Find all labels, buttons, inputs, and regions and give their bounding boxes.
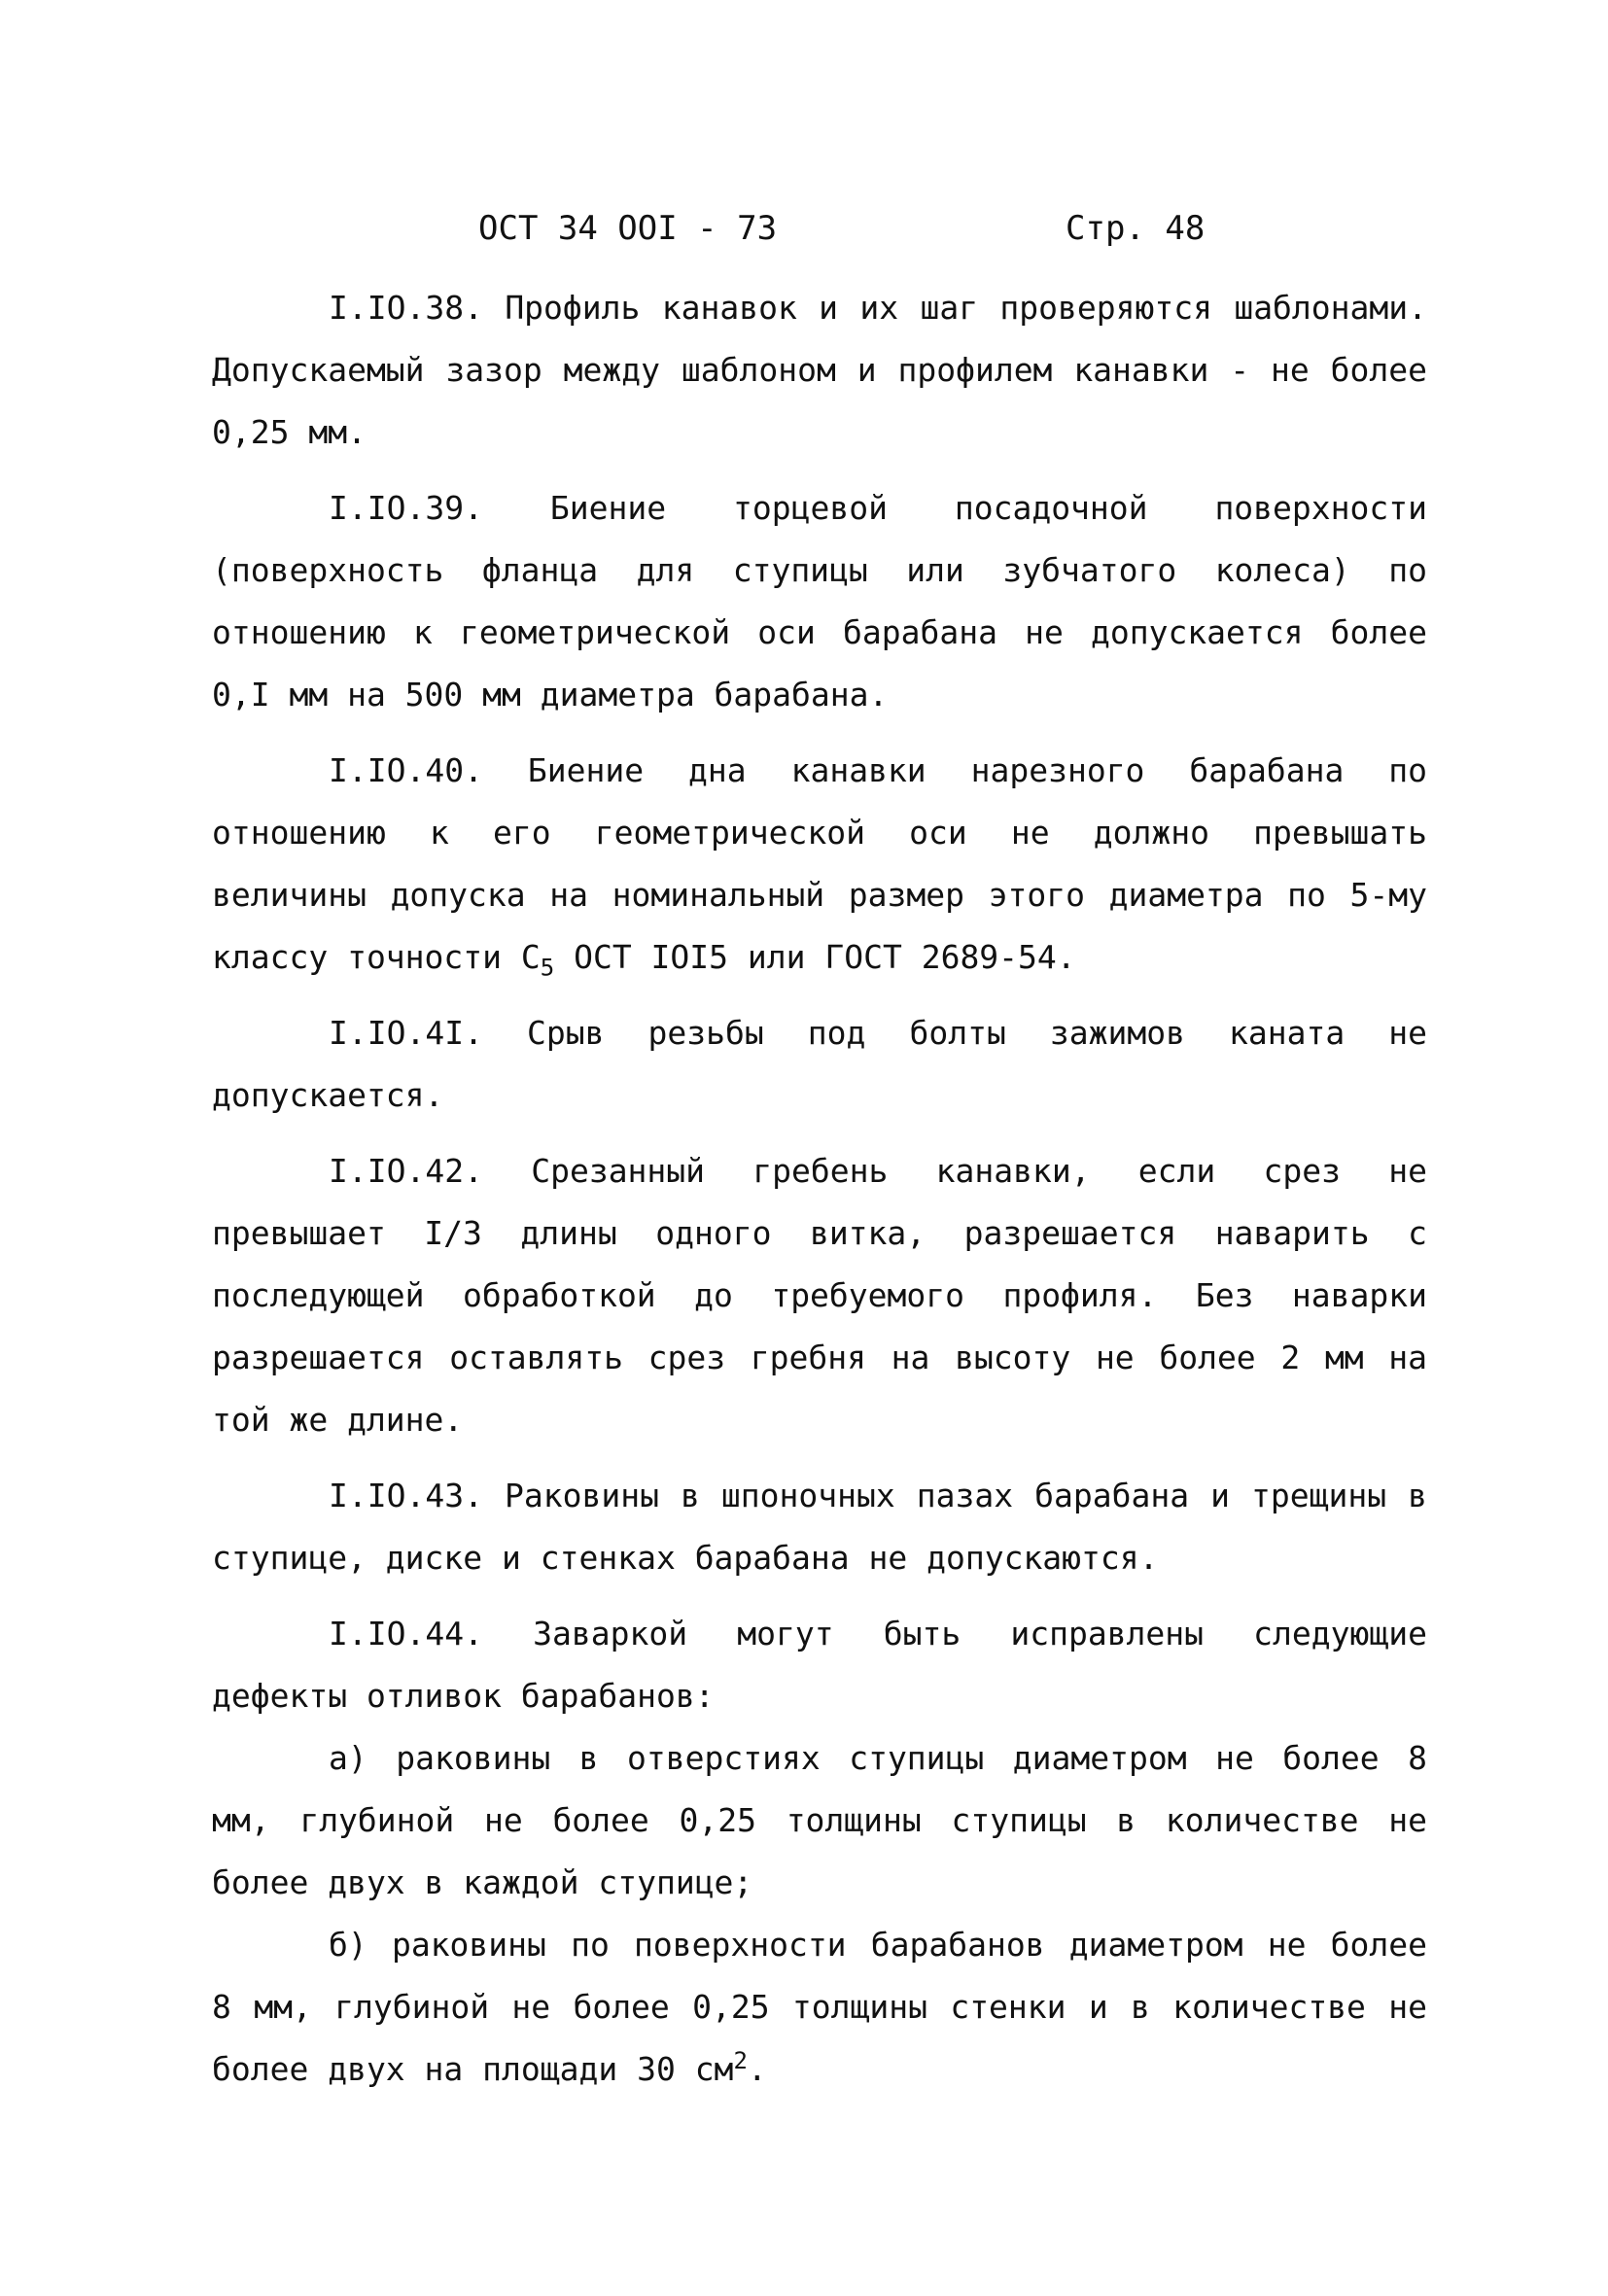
item-text-tail: . [747, 2050, 767, 2088]
paragraph-number: I.IO.43. [329, 1477, 483, 1514]
document-code: ОСТ 34 ООI - 73 [478, 209, 778, 248]
paragraph-1-10-44 [212, 1603, 1427, 1727]
paragraph-number: I.IO.42. [329, 1152, 483, 1190]
paragraph-number: I.IO.4I. [329, 1014, 483, 1052]
paragraph-text: Профиль канавок и их шаг проверяются шаблонами. Допускаемый зазор между шаблоном и профилем канавки - не более 0,25 мм. [212, 289, 1427, 451]
paragraph-1-10-40 [212, 740, 1427, 989]
paragraph-text: Раковины в шпоночных пазах барабана и трещины в ступице, диске и стенках барабана не допускаются. [212, 1477, 1427, 1577]
paragraph-text: Срыв резьбы под болты зажимов каната не допускается. [212, 1014, 1427, 1114]
list-item-a [212, 1727, 1427, 1914]
item-text: раковины по поверхности барабанов диаметром не более 8 мм, глубиной не более 0,25 толщины стенки и в количестве не более двух на площади 30 см [212, 1926, 1428, 2088]
item-text: раковины в отверстиях ступицы диаметром не более 8 мм, глубиной не более 0,25 толщины ступицы в количестве не более двух в каждой ступице; [212, 1739, 1427, 1901]
paragraph-1-10-38 [212, 277, 1427, 464]
paragraph-1-10-42 [212, 1140, 1427, 1451]
paragraph-number: I.IO.39. [329, 489, 483, 527]
paragraph-number: I.IO.44. [329, 1615, 483, 1652]
page-number: Стр. 48 [1066, 209, 1206, 248]
paragraph-text: Биение дна канавки нарезного барабана по отношению к его геометрической оси не должно превышать величины допуска на номинальный размер этого диаметра по 5-му классу точности С [212, 751, 1427, 976]
list-item-b [212, 1914, 1427, 2101]
document-body [212, 277, 1427, 2101]
paragraph-number: I.IO.40. [329, 751, 483, 789]
paragraph-1-10-41 [212, 1002, 1427, 1127]
paragraph-1-10-39 [212, 477, 1427, 726]
area-superscript: 2 [733, 2047, 748, 2074]
paragraph-text: Заваркой могут быть исправлены следующие дефекты отливок барабанов: [212, 1615, 1427, 1715]
paragraph-text-tail: ОСТ IOI5 или ГОСТ 2689-54. [554, 938, 1076, 976]
paragraph-number: I.IO.38. [329, 289, 483, 327]
paragraph-text: Биение торцевой посадочной поверхности (поверхность фланца для ступицы или зубчатого колеса) по отношению к геометрической оси барабана не допускается более 0,I мм на 500 мм диаметра барабана. [212, 489, 1427, 713]
paragraph-text: Срезанный гребень канавки, если срез не превышает I/3 длины одного витка, разрешается наварить с последующей обработкой до требуемого профиля. Без наварки разрешается оставлять срез гребня на высоту не более 2 мм на той же длине. [212, 1152, 1427, 1439]
page-header [0, 199, 1608, 258]
class-subscript: 5 [540, 954, 555, 982]
item-label: б) [329, 1926, 367, 1964]
item-label: а) [329, 1739, 367, 1777]
paragraph-1-10-43 [212, 1465, 1427, 1589]
